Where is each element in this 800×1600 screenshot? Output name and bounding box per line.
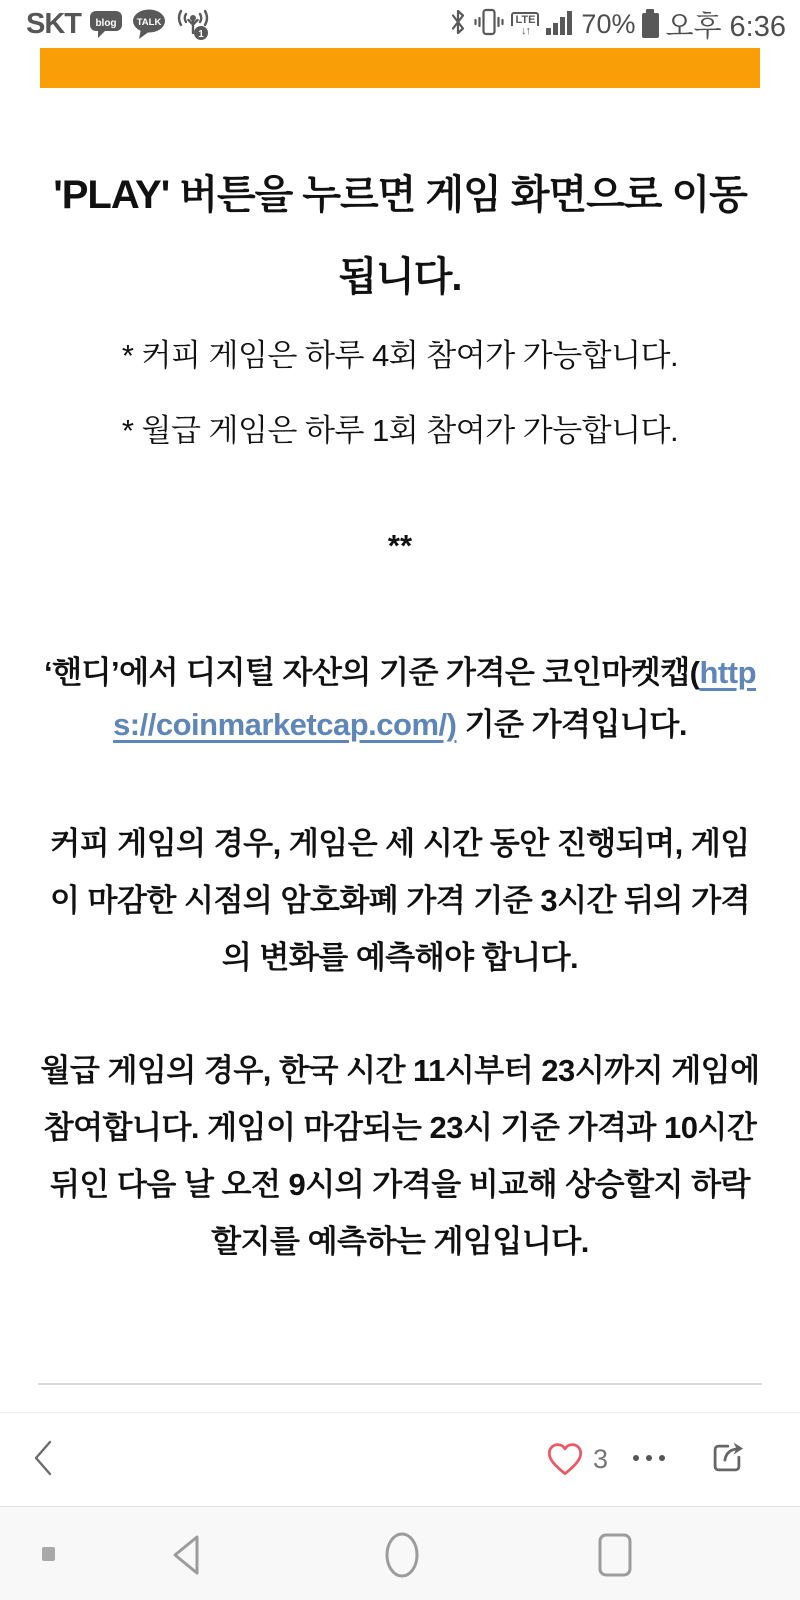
carrier-label: SKT: [26, 7, 81, 40]
like-count: 3: [592, 1444, 608, 1474]
signal-strength-icon: [545, 8, 575, 41]
post-heading: 'PLAY' 버튼을 누르면 게임 화면으로 이동됩니다.: [53, 173, 747, 299]
nav-home-button[interactable]: [382, 1529, 422, 1584]
battery-percent: 70%: [581, 8, 636, 39]
hotspot-icon: [175, 7, 211, 41]
lte-data-icon: LTE ↓↑: [511, 12, 539, 37]
back-chevron-icon: [30, 1439, 56, 1480]
status-bar-left: [26, 7, 211, 41]
back-button[interactable]: [30, 1439, 56, 1480]
status-bar-right: [449, 4, 786, 45]
nav-back-button[interactable]: [168, 1532, 206, 1581]
clock-label: 오후 6:36: [665, 10, 786, 43]
coffee-game-paragraph: 커피 게임의 경우, 게임은 세 시간 동안 진행되며, 게임이 마감한 시점의 암호화폐 가격 기준 3시간 뒤의 가격의 변화를 예측해야 합니다.: [49, 826, 750, 975]
salary-game-note: * 월급 게임은 하루 1회 참여가 가능합니다.: [121, 413, 679, 448]
post-action-bar: [0, 1412, 800, 1506]
nav-home-circle-icon: [382, 1529, 422, 1584]
android-nav-bar: [0, 1506, 800, 1600]
nav-app-dot-icon: [42, 1547, 55, 1561]
asterisk-separator: **: [387, 528, 413, 563]
status-bar: [0, 0, 800, 48]
salary-game-paragraph: 월급 게임의 경우, 한국 시간 11시부터 23시까지 게임에 참여합니다. 게임이 마감되는 23시 기준 가격과 10시간 뒤인 다음 날 오전 9시의 가격을 비교해 상승할지 하락할지를 예측하는 게임입니다.: [40, 1053, 760, 1259]
post-body: [0, 154, 800, 1270]
battery-icon: [641, 9, 659, 39]
participation-notes: [40, 336, 760, 451]
vibrate-icon: [473, 6, 505, 43]
post-footer-divider: [38, 1383, 762, 1385]
heart-icon: [545, 1439, 585, 1480]
kakaotalk-notification-icon: [131, 8, 167, 40]
post-image-banner: [40, 48, 760, 88]
coinmarketcap-link[interactable]: https://coinmarketcap.com/): [113, 655, 757, 742]
bluetooth-icon: [449, 7, 467, 42]
coffee-game-note: * 커피 게임은 하루 4회 참여가 가능합니다.: [121, 338, 679, 373]
ellipsis-icon: [630, 1452, 668, 1467]
like-button[interactable]: [545, 1439, 585, 1480]
svg-text:1: 1: [198, 29, 204, 40]
price-basis-text-before: ‘핸디’에서 디지털 자산의 기준 가격은 코인마켓캡(: [43, 655, 700, 690]
blog-notification-icon: [89, 8, 123, 40]
price-basis-paragraph: [40, 647, 760, 751]
share-button[interactable]: [706, 1437, 748, 1482]
nav-back-triangle-icon: [168, 1532, 206, 1581]
share-icon: [706, 1437, 748, 1482]
nav-recents-button[interactable]: [596, 1532, 634, 1581]
nav-recents-square-icon: [596, 1532, 634, 1581]
action-bar-right: [545, 1437, 748, 1482]
svg-text:TALK: TALK: [136, 17, 162, 28]
more-options-button[interactable]: [630, 1452, 668, 1467]
svg-text:blog: blog: [95, 18, 117, 29]
price-basis-text-after: 기준 가격입니다.: [456, 707, 687, 742]
